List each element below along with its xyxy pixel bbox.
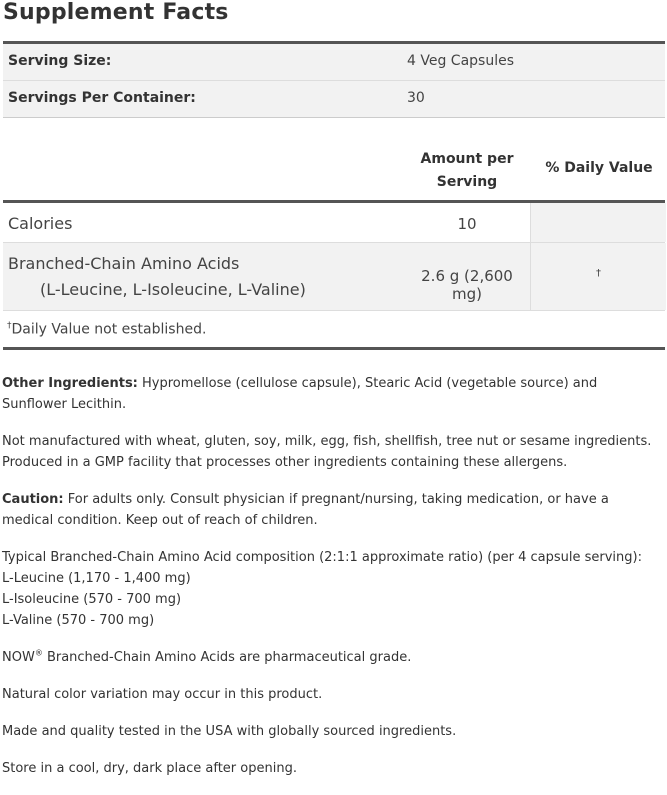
allergen-statement: [2, 431, 662, 473]
made-note: Made and quality tested in the USA with globally sourced ingredients.: [2, 724, 457, 739]
footnote-text: [7, 321, 206, 338]
footnote-mark: †: [7, 321, 12, 331]
nutrient-table-header: [3, 140, 665, 203]
other-ingredients: [2, 373, 662, 415]
composition-item: L-Leucine (1,170 - 1,400 mg): [2, 571, 191, 586]
composition-intro: Typical Branched-Chain Amino Acid composition (2:1:1 approximate ratio) (per 4 capsule serving):: [2, 550, 642, 565]
nutrient-name: Branched-Chain Amino Acids: [8, 254, 240, 273]
nutrient-amount: 10: [457, 215, 477, 233]
registered-mark: ®: [34, 648, 43, 658]
page-title: Supplement Facts: [3, 0, 229, 25]
nutrient-name: Calories: [8, 214, 73, 233]
nutrient-amount: 2.6 g (2,600 mg): [421, 267, 513, 303]
caution-label: Caution:: [2, 492, 64, 507]
table-footnote: [3, 311, 665, 350]
caution-text: For adults only. Consult physician if pregnant/nursing, taking medication, or have a medical condition. Keep out of reach of children.: [2, 492, 609, 528]
grade-statement: [2, 647, 662, 668]
footnote-body: Daily Value not established.: [11, 321, 207, 338]
servings-per-container-label: Servings Per Container:: [8, 90, 196, 106]
other-ingredients-text: Hypromellose (cellulose capsule), Stearic Acid (vegetable source) and Sunflower Lecithin.: [2, 376, 598, 412]
serving-size-value: 4 Veg Capsules: [407, 53, 515, 69]
composition: [2, 547, 662, 631]
table-row: [3, 203, 665, 243]
store-note: Store in a cool, dry, dark place after opening.: [2, 761, 297, 776]
nutrient-subname: (L-Leucine, L-Isoleucine, L-Valine): [40, 280, 306, 299]
serving-table: [3, 41, 665, 118]
servings-per-container-row: [3, 81, 665, 118]
amount-header-line1: Amount per: [420, 151, 514, 167]
table-row: [3, 243, 665, 311]
daily-value-cell: [530, 243, 666, 310]
composition-item: L-Valine (570 - 700 mg): [2, 613, 155, 628]
allergen-line-1: Not manufactured with wheat, gluten, soy, milk, egg, fish, shellfish, tree nut or sesame ingredients.: [2, 434, 652, 449]
serving-size-row: [3, 44, 665, 81]
nutrient-table: [3, 140, 665, 350]
composition-item: L-Isoleucine (570 - 700 mg): [2, 592, 182, 607]
allergen-line-2: Produced in a GMP facility that processes other ingredients containing these allergens.: [2, 455, 568, 470]
amount-header-line2: Serving: [436, 174, 498, 190]
daily-value-cell: [530, 203, 666, 242]
color-note: Natural color variation may occur in this product.: [2, 687, 323, 702]
caution-statement: [2, 489, 662, 531]
daily-value-mark: †: [596, 268, 601, 279]
other-ingredients-label: Other Ingredients:: [2, 376, 138, 391]
product-details: [2, 373, 662, 795]
grade-text: Branched-Chain Amino Acids are pharmaceutical grade.: [42, 650, 412, 665]
daily-value-header: % Daily Value: [545, 160, 653, 176]
brand-name: NOW: [2, 650, 35, 665]
servings-per-container-value: 30: [407, 90, 425, 106]
serving-size-label: Serving Size:: [8, 53, 112, 69]
amount-per-serving-header: [407, 148, 527, 194]
